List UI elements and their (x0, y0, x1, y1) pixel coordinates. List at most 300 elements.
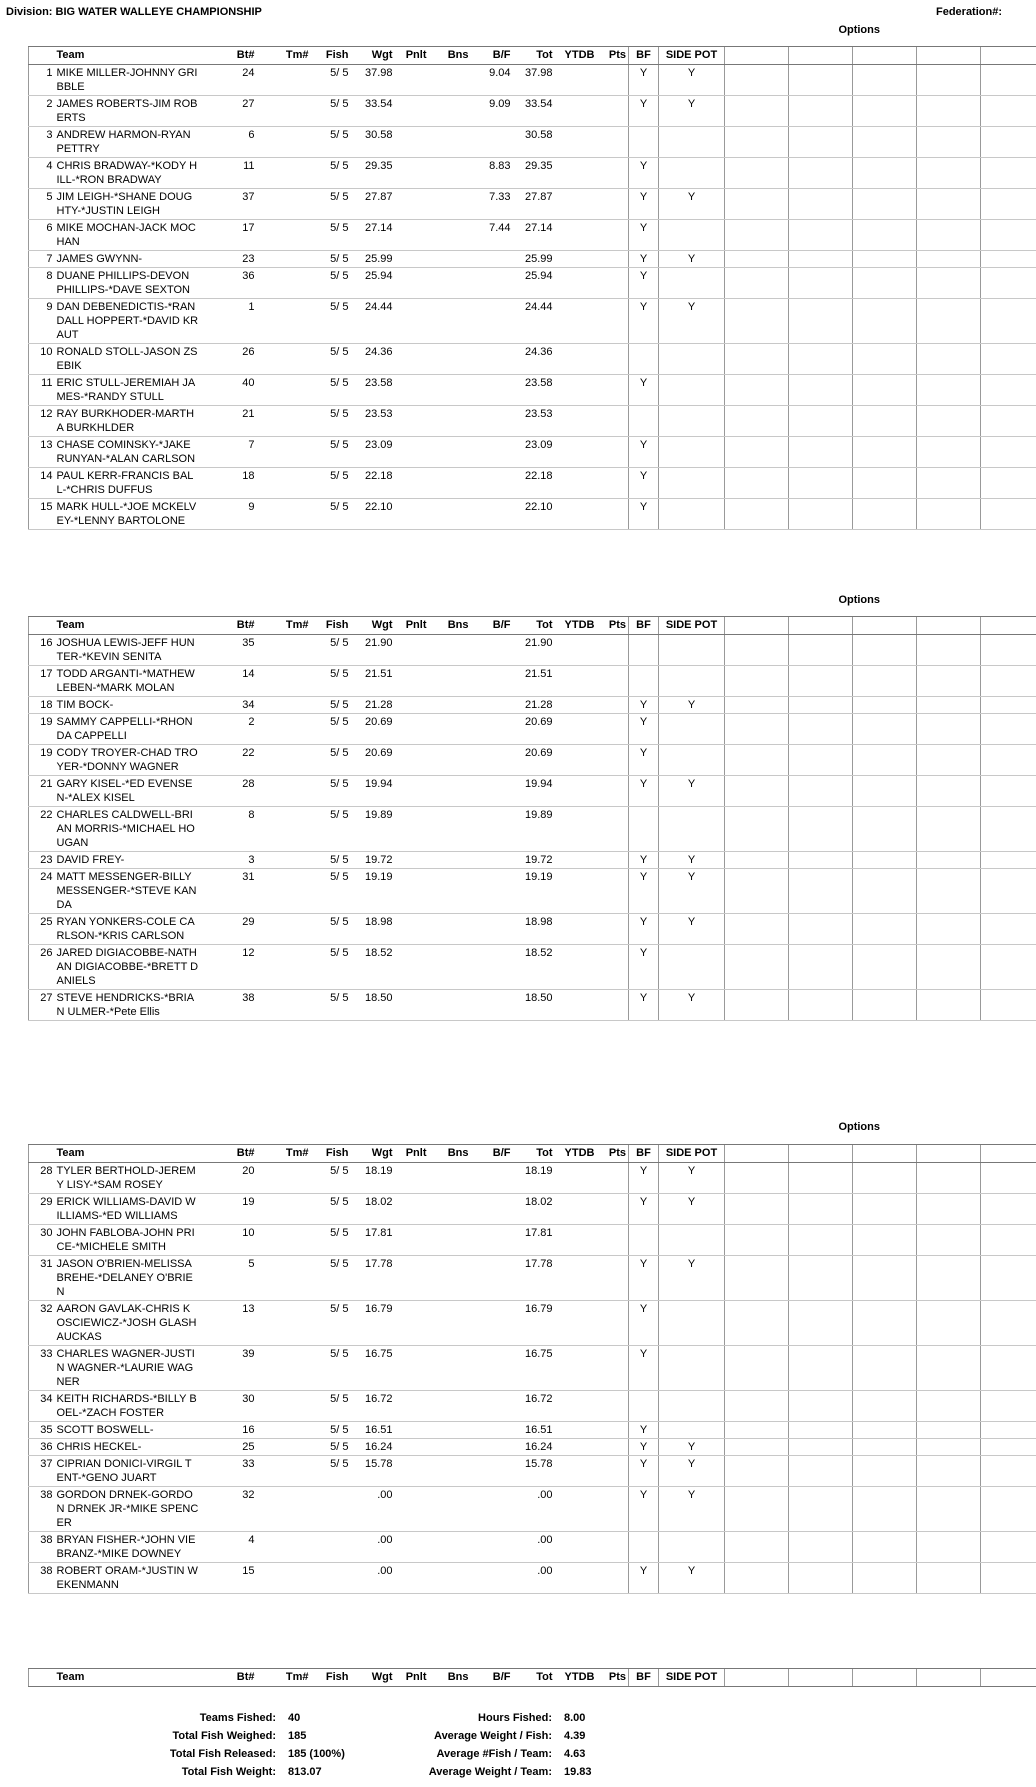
cell-bns (429, 697, 471, 714)
cell-option (853, 406, 917, 437)
cell-option (853, 268, 917, 299)
cell-ytdb (555, 344, 597, 375)
cell-ytdb (555, 745, 597, 776)
cell-tm (257, 745, 311, 776)
cell-pnlt (395, 666, 429, 697)
cell-option (981, 1256, 1036, 1301)
col-header-wgt: Wgt (351, 1669, 395, 1687)
cell-fish: 5/ 5 (311, 697, 351, 714)
cell-tot: 24.44 (513, 299, 555, 344)
cell-sidepot (659, 220, 725, 251)
col-header-option (853, 47, 917, 65)
col-header-option (789, 1669, 853, 1687)
cell-option (725, 914, 789, 945)
cell-bf (471, 437, 513, 468)
cell-wgt: 18.02 (351, 1194, 395, 1225)
cell-place: 10 (29, 344, 55, 375)
cell-tot: 16.72 (513, 1391, 555, 1422)
cell-wgt: 16.75 (351, 1346, 395, 1391)
table-row (29, 127, 1036, 158)
cell-place: 19 (29, 745, 55, 776)
cell-bns (429, 1256, 471, 1301)
cell-bfc: Y (629, 158, 659, 189)
cell-tot: 25.99 (513, 251, 555, 268)
cell-bfc: Y (629, 437, 659, 468)
cell-ytdb (555, 220, 597, 251)
cell-boat: 24 (201, 65, 257, 96)
cell-bns (429, 914, 471, 945)
cell-wgt: 24.36 (351, 344, 395, 375)
col-header-bns: Bns (429, 1145, 471, 1163)
cell-option (853, 1225, 917, 1256)
cell-place: 8 (29, 268, 55, 299)
cell-bf (471, 776, 513, 807)
cell-bf (471, 406, 513, 437)
results-table (28, 1144, 1036, 1594)
cell-bfc: Y (629, 776, 659, 807)
cell-ytdb (555, 914, 597, 945)
cell-fish: 5/ 5 (311, 666, 351, 697)
col-header-fish: Fish (311, 1145, 351, 1163)
cell-boat: 40 (201, 375, 257, 406)
cell-option (917, 1391, 981, 1422)
cell-bns (429, 468, 471, 499)
cell-bfc: Y (629, 499, 659, 530)
cell-pnlt (395, 852, 429, 869)
cell-option (917, 220, 981, 251)
cell-bf (471, 1346, 513, 1391)
cell-tm (257, 990, 311, 1021)
col-header-option (725, 1669, 789, 1687)
cell-option (789, 1225, 853, 1256)
cell-pnlt (395, 268, 429, 299)
cell-team: CIPRIAN DONICI-VIRGIL TENT-*GENO JUART (55, 1456, 201, 1487)
cell-option (853, 1532, 917, 1563)
cell-option (917, 666, 981, 697)
col-header-tm: Tm# (257, 1669, 311, 1687)
cell-bfc: Y (629, 852, 659, 869)
cell-boat: 28 (201, 776, 257, 807)
cell-wgt: 16.79 (351, 1301, 395, 1346)
cell-option (981, 914, 1036, 945)
cell-pts (597, 745, 629, 776)
cell-wgt: 18.52 (351, 945, 395, 990)
cell-pnlt (395, 869, 429, 914)
col-header-pts: Pts (597, 1669, 629, 1687)
cell-fish: 5/ 5 (311, 299, 351, 344)
cell-bns (429, 1422, 471, 1439)
cell-pts (597, 1301, 629, 1346)
cell-option (789, 1301, 853, 1346)
options-label: Options (838, 24, 880, 36)
cell-place: 3 (29, 127, 55, 158)
cell-option (725, 406, 789, 437)
cell-wgt: 21.28 (351, 697, 395, 714)
cell-place: 35 (29, 1422, 55, 1439)
cell-pts (597, 65, 629, 96)
cell-option (981, 65, 1036, 96)
table-row (29, 96, 1036, 127)
cell-ytdb (555, 869, 597, 914)
cell-sidepot (659, 375, 725, 406)
cell-option (789, 1487, 853, 1532)
col-header-option (917, 1145, 981, 1163)
cell-tot: 17.78 (513, 1256, 555, 1301)
cell-tot: 21.28 (513, 697, 555, 714)
cell-place: 17 (29, 666, 55, 697)
cell-tot: 16.79 (513, 1301, 555, 1346)
cell-tm (257, 1487, 311, 1532)
cell-place: 16 (29, 635, 55, 666)
col-header-ytdb: YTDB (555, 1145, 597, 1163)
cell-option (725, 1487, 789, 1532)
cell-place: 9 (29, 299, 55, 344)
col-header-bf: B/F (471, 47, 513, 65)
cell-tm (257, 697, 311, 714)
cell-pnlt (395, 251, 429, 268)
cell-wgt: 37.98 (351, 65, 395, 96)
cell-tot: 20.69 (513, 714, 555, 745)
cell-option (917, 807, 981, 852)
cell-wgt: 20.69 (351, 714, 395, 745)
cell-option (917, 1563, 981, 1594)
table-row (29, 1456, 1036, 1487)
table-row (29, 1487, 1036, 1532)
table-header-row (29, 617, 1036, 635)
cell-bf (471, 1422, 513, 1439)
cell-bfc: Y (629, 1346, 659, 1391)
cell-team: ROBERT ORAM-*JUSTIN WEKENMANN (55, 1563, 201, 1594)
cell-tm (257, 299, 311, 344)
cell-boat: 19 (201, 1194, 257, 1225)
cell-option (725, 268, 789, 299)
cell-option (789, 869, 853, 914)
col-header-option (725, 617, 789, 635)
total-fish-weight-value: 813.07 (288, 1766, 322, 1778)
cell-sidepot (659, 499, 725, 530)
col-header-option (725, 1145, 789, 1163)
cell-option (917, 697, 981, 714)
cell-option (725, 220, 789, 251)
cell-option (853, 1301, 917, 1346)
cell-boat: 16 (201, 1422, 257, 1439)
cell-bf (471, 127, 513, 158)
cell-ytdb (555, 268, 597, 299)
cell-bfc: Y (629, 1422, 659, 1439)
col-header-option (981, 1145, 1036, 1163)
cell-pnlt (395, 1487, 429, 1532)
cell-wgt: 20.69 (351, 745, 395, 776)
cell-pnlt (395, 299, 429, 344)
cell-ytdb (555, 635, 597, 666)
cell-ytdb (555, 714, 597, 745)
col-header-option (981, 617, 1036, 635)
cell-team: SAMMY CAPPELLI-*RHONDA CAPPELLI (55, 714, 201, 745)
cell-option (917, 1225, 981, 1256)
cell-ytdb (555, 96, 597, 127)
cell-bf (471, 914, 513, 945)
cell-boat: 2 (201, 714, 257, 745)
cell-option (725, 251, 789, 268)
cell-sidepot: Y (659, 869, 725, 914)
cell-boat: 14 (201, 666, 257, 697)
cell-option (981, 406, 1036, 437)
cell-option (853, 1422, 917, 1439)
cell-pnlt (395, 189, 429, 220)
table-row (29, 1301, 1036, 1346)
cell-sidepot: Y (659, 1194, 725, 1225)
cell-fish: 5/ 5 (311, 96, 351, 127)
col-header-team: Team (55, 47, 201, 65)
table-row (29, 1163, 1036, 1194)
cell-pts (597, 1346, 629, 1391)
cell-option (725, 1391, 789, 1422)
cell-bns (429, 1439, 471, 1456)
cell-sidepot: Y (659, 96, 725, 127)
cell-bfc: Y (629, 1439, 659, 1456)
cell-place: 14 (29, 468, 55, 499)
cell-wgt: 18.50 (351, 990, 395, 1021)
cell-bf: 9.04 (471, 65, 513, 96)
cell-sidepot (659, 468, 725, 499)
cell-option (853, 127, 917, 158)
col-header-tm: Tm# (257, 1145, 311, 1163)
cell-sidepot: Y (659, 776, 725, 807)
cell-boat: 15 (201, 1563, 257, 1594)
cell-team: CHASE COMINSKY-*JAKE RUNYAN-*ALAN CARLSON (55, 437, 201, 468)
cell-option (981, 437, 1036, 468)
cell-option (917, 1439, 981, 1456)
cell-bfc: Y (629, 869, 659, 914)
cell-tot: 37.98 (513, 65, 555, 96)
cell-bfc: Y (629, 945, 659, 990)
cell-pnlt (395, 807, 429, 852)
cell-wgt: 19.89 (351, 807, 395, 852)
cell-bfc: Y (629, 1163, 659, 1194)
col-header-sidepot: SIDE POT (659, 617, 725, 635)
cell-team: CHARLES CALDWELL-BRIAN MORRIS-*MICHAEL HOUGAN (55, 807, 201, 852)
cell-option (917, 852, 981, 869)
cell-option (917, 1256, 981, 1301)
cell-place: 26 (29, 945, 55, 990)
cell-sidepot: Y (659, 251, 725, 268)
cell-option (917, 714, 981, 745)
table-row (29, 807, 1036, 852)
cell-option (981, 299, 1036, 344)
cell-option (853, 65, 917, 96)
cell-place: 30 (29, 1225, 55, 1256)
cell-bns (429, 344, 471, 375)
cell-fish: 5/ 5 (311, 268, 351, 299)
table-row (29, 189, 1036, 220)
cell-pnlt (395, 1346, 429, 1391)
cell-option (917, 1422, 981, 1439)
table-row (29, 869, 1036, 914)
cell-tm (257, 1346, 311, 1391)
cell-tot: 19.89 (513, 807, 555, 852)
cell-pnlt (395, 65, 429, 96)
cell-fish: 5/ 5 (311, 1256, 351, 1301)
cell-option (789, 96, 853, 127)
cell-bns (429, 96, 471, 127)
cell-team: ANDREW HARMON-RYAN PETTRY (55, 127, 201, 158)
col-header-pts: Pts (597, 617, 629, 635)
cell-option (853, 189, 917, 220)
col-header-bfc: BF (629, 617, 659, 635)
cell-bns (429, 1346, 471, 1391)
cell-wgt: 16.24 (351, 1439, 395, 1456)
cell-tot: 17.81 (513, 1225, 555, 1256)
cell-place: 38 (29, 1563, 55, 1594)
hours-fished-label: Hours Fished: (478, 1712, 552, 1724)
cell-wgt: .00 (351, 1487, 395, 1532)
cell-sidepot: Y (659, 1439, 725, 1456)
cell-tot: 30.58 (513, 127, 555, 158)
cell-team: TYLER BERTHOLD-JEREMY LISY-*SAM ROSEY (55, 1163, 201, 1194)
col-header-sidepot: SIDE POT (659, 1145, 725, 1163)
cell-place: 1 (29, 65, 55, 96)
cell-pnlt (395, 1439, 429, 1456)
cell-option (789, 1456, 853, 1487)
cell-option (917, 499, 981, 530)
cell-tm (257, 807, 311, 852)
table-row (29, 990, 1036, 1021)
cell-sidepot (659, 127, 725, 158)
cell-option (789, 1256, 853, 1301)
cell-wgt: 21.90 (351, 635, 395, 666)
cell-bf: 9.09 (471, 96, 513, 127)
cell-team: JAMES ROBERTS-JIM ROBERTS (55, 96, 201, 127)
cell-pts (597, 268, 629, 299)
cell-bfc (629, 127, 659, 158)
cell-tm (257, 468, 311, 499)
cell-fish: 5/ 5 (311, 776, 351, 807)
cell-pnlt (395, 914, 429, 945)
cell-tm (257, 96, 311, 127)
cell-fish (311, 1563, 351, 1594)
cell-bfc: Y (629, 990, 659, 1021)
cell-bfc: Y (629, 468, 659, 499)
col-header-boat: Bt# (201, 617, 257, 635)
cell-option (917, 1532, 981, 1563)
cell-option (725, 375, 789, 406)
cell-tm (257, 65, 311, 96)
col-header-option (853, 617, 917, 635)
cell-tot: .00 (513, 1487, 555, 1532)
cell-ytdb (555, 127, 597, 158)
cell-option (853, 945, 917, 990)
cell-option (917, 1487, 981, 1532)
col-header-ytdb: YTDB (555, 617, 597, 635)
cell-team: JOSHUA LEWIS-JEFF HUNTER-*KEVIN SENITA (55, 635, 201, 666)
col-header-option (917, 47, 981, 65)
table-row (29, 158, 1036, 189)
cell-fish: 5/ 5 (311, 158, 351, 189)
teams-fished-value: 40 (288, 1712, 301, 1724)
cell-bf (471, 499, 513, 530)
cell-tot: 18.52 (513, 945, 555, 990)
cell-wgt: 15.78 (351, 1456, 395, 1487)
cell-option (917, 65, 981, 96)
cell-team: JOHN FABLOBA-JOHN PRICE-*MICHELE SMITH (55, 1225, 201, 1256)
cell-option (981, 807, 1036, 852)
cell-team: CHARLES WAGNER-JUSTIN WAGNER-*LAURIE WAGNER (55, 1346, 201, 1391)
cell-boat: 38 (201, 990, 257, 1021)
cell-tm (257, 1563, 311, 1594)
cell-pts (597, 406, 629, 437)
cell-bf (471, 1391, 513, 1422)
cell-option (917, 299, 981, 344)
col-header-bns: Bns (429, 47, 471, 65)
cell-fish: 5/ 5 (311, 1163, 351, 1194)
cell-option (853, 745, 917, 776)
cell-team: GARY KISEL-*ED EVENSEN-*ALEX KISEL (55, 776, 201, 807)
table-row (29, 1225, 1036, 1256)
cell-ytdb (555, 437, 597, 468)
cell-bns (429, 1563, 471, 1594)
cell-option (853, 299, 917, 344)
cell-ytdb (555, 776, 597, 807)
cell-option (725, 1225, 789, 1256)
cell-option (789, 1422, 853, 1439)
cell-option (725, 745, 789, 776)
cell-wgt: 18.98 (351, 914, 395, 945)
cell-tm (257, 127, 311, 158)
cell-option (789, 437, 853, 468)
cell-bns (429, 745, 471, 776)
cell-place: 24 (29, 869, 55, 914)
cell-option (981, 1391, 1036, 1422)
cell-bns (429, 776, 471, 807)
cell-fish: 5/ 5 (311, 1422, 351, 1439)
cell-ytdb (555, 1391, 597, 1422)
table-row (29, 697, 1036, 714)
cell-option (725, 127, 789, 158)
cell-fish: 5/ 5 (311, 406, 351, 437)
cell-fish: 5/ 5 (311, 220, 351, 251)
avg-weight-fish-label: Average Weight / Fish: (434, 1730, 552, 1742)
cell-team: DAVID FREY- (55, 852, 201, 869)
cell-option (789, 375, 853, 406)
cell-team: ERICK WILLIAMS-DAVID WILLIAMS-*ED WILLIAMS (55, 1194, 201, 1225)
cell-wgt: 27.87 (351, 189, 395, 220)
cell-team: TODD ARGANTI-*MATHEW LEBEN-*MARK MOLAN (55, 666, 201, 697)
cell-option (917, 268, 981, 299)
cell-option (725, 189, 789, 220)
cell-ytdb (555, 852, 597, 869)
cell-option (789, 714, 853, 745)
col-header-bfc: BF (629, 47, 659, 65)
cell-bfc: Y (629, 220, 659, 251)
cell-sidepot (659, 1301, 725, 1346)
cell-sidepot: Y (659, 1487, 725, 1532)
cell-place: 25 (29, 914, 55, 945)
cell-place: 23 (29, 852, 55, 869)
col-header-tot: Tot (513, 47, 555, 65)
cell-fish: 5/ 5 (311, 1391, 351, 1422)
col-header-boat: Bt# (201, 1669, 257, 1687)
cell-option (917, 344, 981, 375)
cell-fish: 5/ 5 (311, 1456, 351, 1487)
cell-option (725, 1456, 789, 1487)
cell-bf (471, 375, 513, 406)
col-header-bf: B/F (471, 1669, 513, 1687)
cell-bf (471, 869, 513, 914)
cell-wgt: 23.58 (351, 375, 395, 406)
cell-fish (311, 1532, 351, 1563)
cell-option (725, 807, 789, 852)
cell-ytdb (555, 945, 597, 990)
